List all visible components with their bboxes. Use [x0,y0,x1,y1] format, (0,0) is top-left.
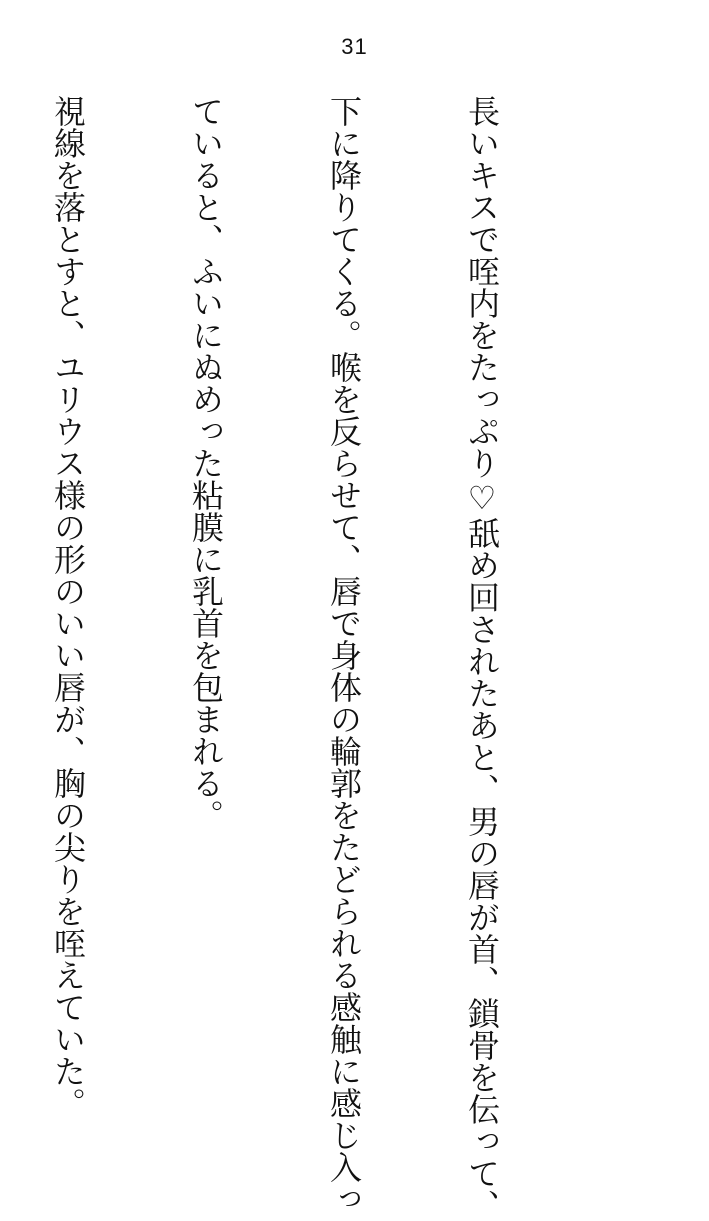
text-line: 長いキスで咥内をたっぷり♡舐め回されたあと、男の唇が首、鎖骨を伝って、 [463,95,501,1221]
text-line: ていると、ふいにぬめった粘膜に乳首を包まれる。 [187,95,225,831]
body-text [0,95,597,1221]
text-line: 視線を落とすと、ユリウス様の形のいい唇が、胸の尖りを咥えていた。 [49,95,87,1119]
page-number: 31 [341,34,368,59]
text-line: 下に降りてくる。喉を反らせて、唇で身体の輪郭をたどられる感触に感じ入っ [325,95,363,1215]
